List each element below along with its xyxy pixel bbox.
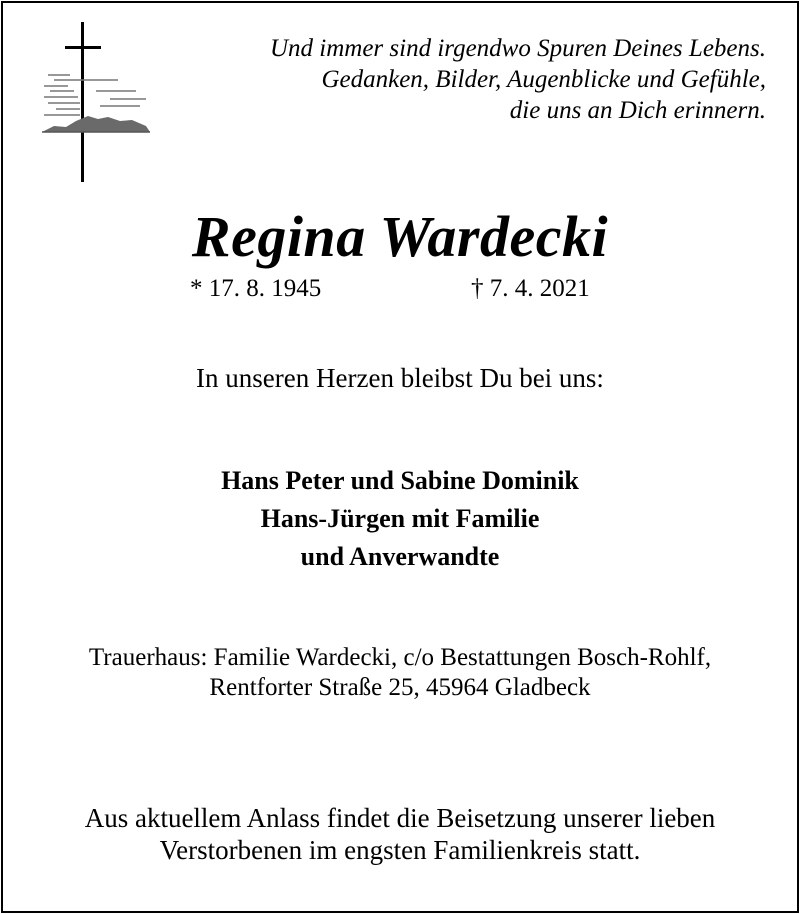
quote-line: Gedanken, Bilder, Augenblicke und Gefühle, [321, 66, 766, 93]
address-line-1: Trauerhaus: Familie Wardecki, c/o Bestattungen Bosch-Rohlf, [88, 644, 712, 671]
mourners-list [0, 462, 800, 576]
quote-line: die uns an Dich erinnern. [509, 97, 766, 124]
address-line-2: Rentforter Straße 25, 45964 Gladbeck [209, 674, 591, 701]
intro-text: In unseren Herzen bleibst Du bei uns: [196, 363, 604, 393]
birth-date: * 17. 8. 1945 [190, 275, 322, 302]
notice-line-2: Verstorbenen im engsten Familienkreis statt. [159, 835, 641, 865]
mourner-line: Hans Peter und Sabine Dominik [221, 466, 579, 495]
cross-landscape-icon [40, 20, 152, 185]
mourner-line: und Anverwandte [300, 542, 500, 571]
notice-line-1: Aus aktuellem Anlass findet die Beisetzung unserer lieben [84, 803, 716, 833]
memorial-quote [166, 33, 766, 126]
mourning-address [0, 643, 800, 703]
quote-line: Und immer sind irgendwo Spuren Deines Lebens. [269, 35, 766, 62]
mourner-line: Hans-Jürgen mit Familie [260, 504, 540, 533]
death-date: † 7. 4. 2021 [471, 275, 590, 302]
burial-notice [0, 802, 800, 866]
deceased-name: Regina Wardecki [191, 204, 609, 269]
